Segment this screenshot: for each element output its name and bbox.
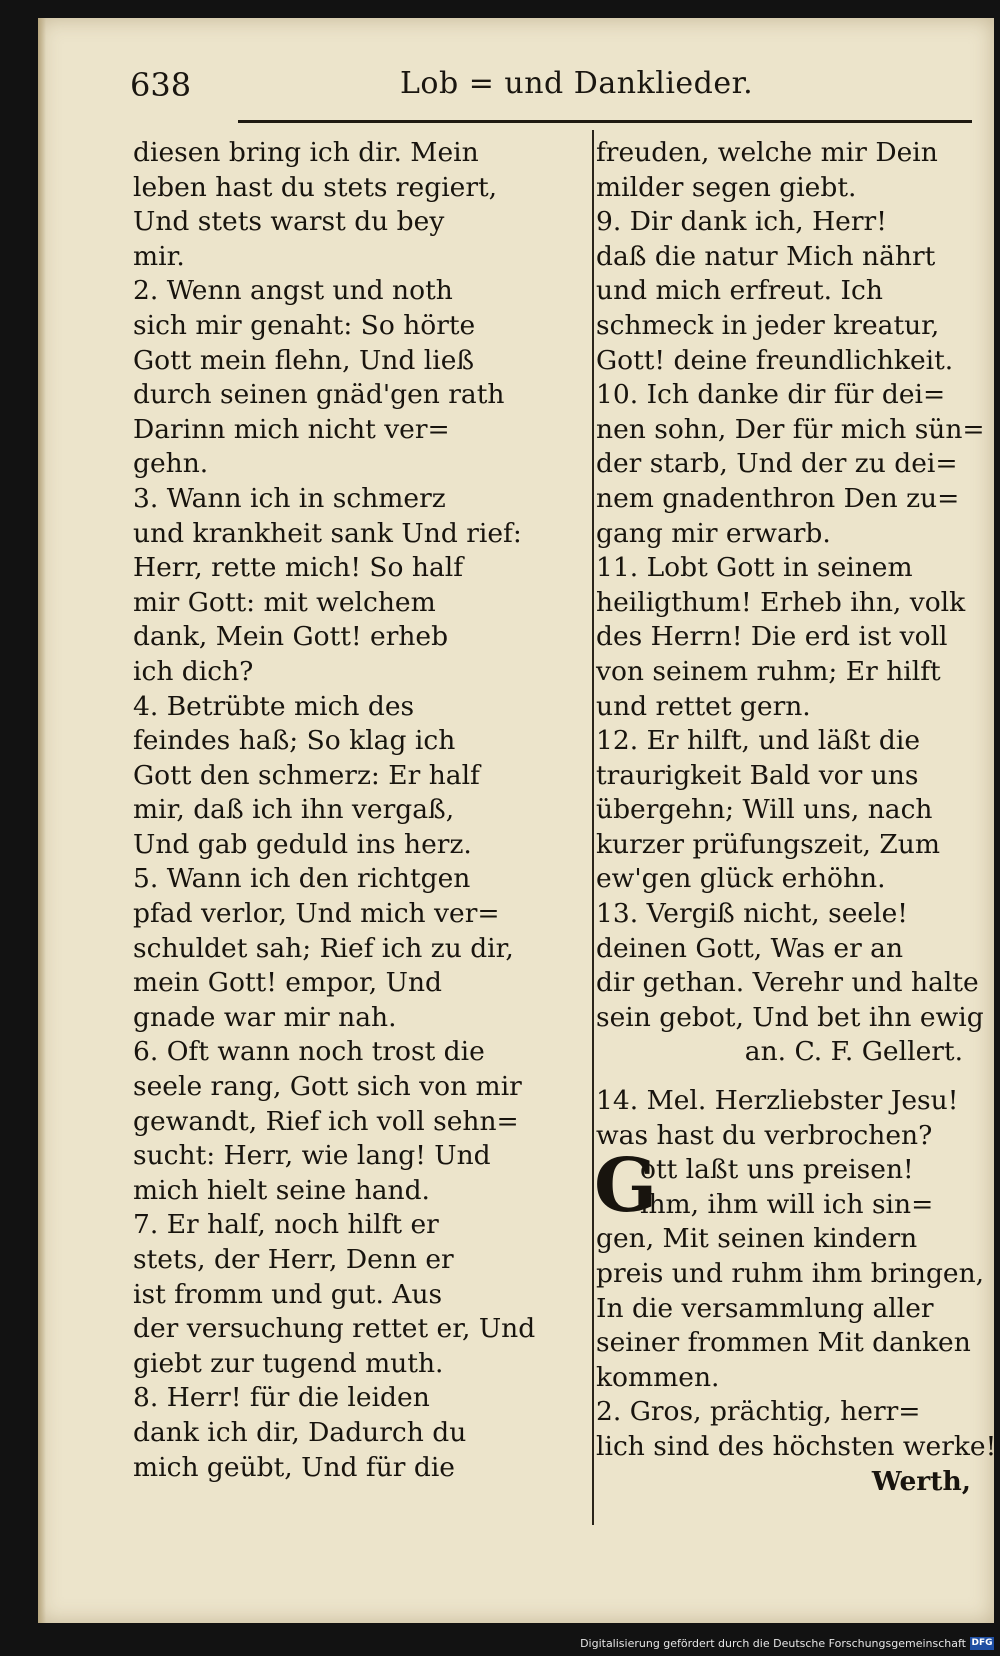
text-line: Gott mein flehn, Und ließ — [133, 344, 475, 376]
text-line: und rettet gern. — [596, 690, 811, 722]
page-number: 638 — [130, 66, 192, 104]
text-line: 9. Dir dank ich, Herr! — [596, 206, 887, 238]
text-line: mein Gott! empor, Und — [133, 967, 442, 999]
text-line: dank ich dir, Dadurch du — [133, 1416, 467, 1448]
text-line: schuldet sah; Rief ich zu dir, — [133, 932, 514, 964]
running-title: Lob = und Danklieder. — [400, 66, 754, 101]
column-divider — [592, 130, 594, 1525]
text-line: übergehn; Will uns, nach — [596, 794, 933, 826]
running-header — [130, 66, 972, 110]
text-line: mich geübt, Und für die — [133, 1451, 455, 1483]
footer-text: Digitalisierung gefördert durch die Deutsche Forschungsgemeinschaft — [580, 1637, 966, 1650]
text-line: seele rang, Gott sich von mir — [133, 1071, 522, 1103]
text-line: 2. Wenn angst und noth — [133, 275, 453, 307]
book-page — [38, 18, 997, 1623]
text-line: kommen. — [596, 1361, 720, 1393]
text-line: und mich erfreut. Ich — [596, 275, 883, 307]
text-line: giebt zur tugend muth. — [133, 1347, 444, 1379]
text-line: von seinem ruhm; Er hilft — [596, 655, 941, 687]
text-line: der starb, Und der zu dei= — [596, 448, 958, 480]
text-line: und krankheit sank Und rief: — [133, 517, 522, 549]
text-line: Gott! deine freundlichkeit. — [596, 344, 954, 376]
text-line: preis und ruhm ihm bringen, — [596, 1258, 985, 1289]
right-column-text-bottom — [596, 1222, 997, 1464]
catchword: Werth, — [871, 1465, 971, 1497]
text-line: 5. Wann ich den richtgen — [133, 863, 471, 895]
text-line: traurigkeit Bald vor uns — [596, 759, 919, 791]
hymn-heading: 14. Mel. Herzliebster Jesu! — [596, 1085, 959, 1117]
text-line: durch seinen gnäd'gen rath — [133, 379, 505, 411]
text-line: 3. Wann ich in schmerz — [133, 482, 446, 514]
text-line: mir, daß ich ihn vergaß, — [133, 794, 455, 826]
text-line: Und stets warst du bey — [133, 206, 445, 238]
text-line: Darinn mich nicht ver= — [133, 413, 450, 445]
author-signature: an. C. F. Gellert. — [744, 1036, 963, 1068]
text-line: sich mir genaht: So hörte — [133, 309, 476, 341]
text-line: 6. Oft wann noch trost die — [133, 1036, 485, 1068]
text-line: 7. Er half, noch hilft er — [133, 1209, 439, 1241]
text-line: pfad verlor, Und mich ver= — [133, 898, 500, 930]
dropcap-text: ihm, ihm will ich sin= — [640, 1188, 934, 1220]
drop-cap: G — [594, 1143, 658, 1230]
text-line: mir. — [133, 240, 185, 272]
text-line: dir gethan. Verehr und halte — [596, 967, 979, 999]
text-line: ist fromm und gut. Aus — [133, 1278, 443, 1310]
dropcap-text: ott laßt uns preisen! — [640, 1154, 914, 1186]
text-line: gehn. — [133, 448, 209, 480]
text-line: stets, der Herr, Denn er — [133, 1244, 454, 1275]
text-line: 11. Lobt Gott in seinem — [596, 552, 913, 584]
text-line: der versuchung rettet er, Und — [133, 1313, 536, 1345]
text-line: nem gnadenthron Den zu= — [596, 482, 960, 514]
text-line: nen sohn, Der für mich sün= — [596, 413, 985, 445]
text-line: schmeck in jeder kreatur, — [596, 309, 940, 341]
text-line: 8. Herr! für die leiden — [133, 1382, 430, 1414]
text-line: feindes haß; So klag ich — [133, 725, 456, 757]
text-line: milder segen giebt. — [596, 171, 857, 203]
text-line: kurzer prüfungszeit, Zum — [596, 828, 940, 860]
text-line: 13. Vergiß nicht, seele! — [596, 898, 908, 930]
text-line: ew'gen glück erhöhn. — [596, 863, 886, 895]
digitization-footer — [0, 1632, 1000, 1656]
text-line: Gott den schmerz: Er half — [133, 759, 480, 791]
text-line: sein gebot, Und bet ihn ewig — [596, 1001, 984, 1033]
text-line: leben hast du stets regiert, — [133, 171, 498, 203]
text-line: lich sind des höchsten werke! — [596, 1430, 997, 1462]
text-line: mich hielt seine hand. — [133, 1174, 430, 1206]
text-line: gang mir erwarb. — [596, 517, 831, 549]
text-line: 12. Er hilft, und läßt die — [596, 725, 921, 757]
text-line: dank, Mein Gott! erheb — [133, 621, 449, 653]
header-rule — [238, 120, 972, 123]
text-line: gewandt, Rief ich voll sehn= — [133, 1105, 519, 1137]
text-line: des Herrn! Die erd ist voll — [596, 621, 948, 653]
text-line: ich dich? — [133, 655, 254, 687]
text-line: Herr, rette mich! So half — [133, 552, 464, 584]
text-line: daß die natur Mich nährt — [596, 240, 936, 272]
text-line: 2. Gros, prächtig, herr= — [596, 1396, 921, 1428]
text-line: diesen bring ich dir. Mein — [133, 137, 479, 168]
text-line: deinen Gott, Was er an — [596, 932, 904, 964]
text-line: 10. Ich danke dir für dei= — [596, 379, 946, 411]
right-column — [594, 136, 997, 1499]
text-line: Und gab geduld ins herz. — [133, 828, 472, 860]
dropcap-line — [596, 1188, 971, 1223]
text-line: 4. Betrübte mich des — [133, 690, 415, 722]
text-line: In die versammlung aller — [596, 1292, 934, 1324]
text-line: mir Gott: mit welchem — [133, 586, 436, 618]
text-line: sucht: Herr, wie lang! Und — [133, 1140, 491, 1172]
dfg-logo: DFG — [971, 1638, 993, 1648]
text-line: gnade war mir nah. — [133, 1001, 397, 1033]
left-column — [133, 136, 588, 1485]
text-line: heiligthum! Erheb ihn, volk — [596, 586, 966, 618]
text-line: gen, Mit seinen kindern — [596, 1223, 918, 1255]
text-line: seiner frommen Mit danken — [596, 1327, 971, 1359]
hymn-heading-continued: was hast du verbrochen? — [596, 1119, 933, 1151]
right-column-text — [596, 136, 985, 1035]
text-line: freuden, welche mir Dein — [596, 137, 938, 168]
